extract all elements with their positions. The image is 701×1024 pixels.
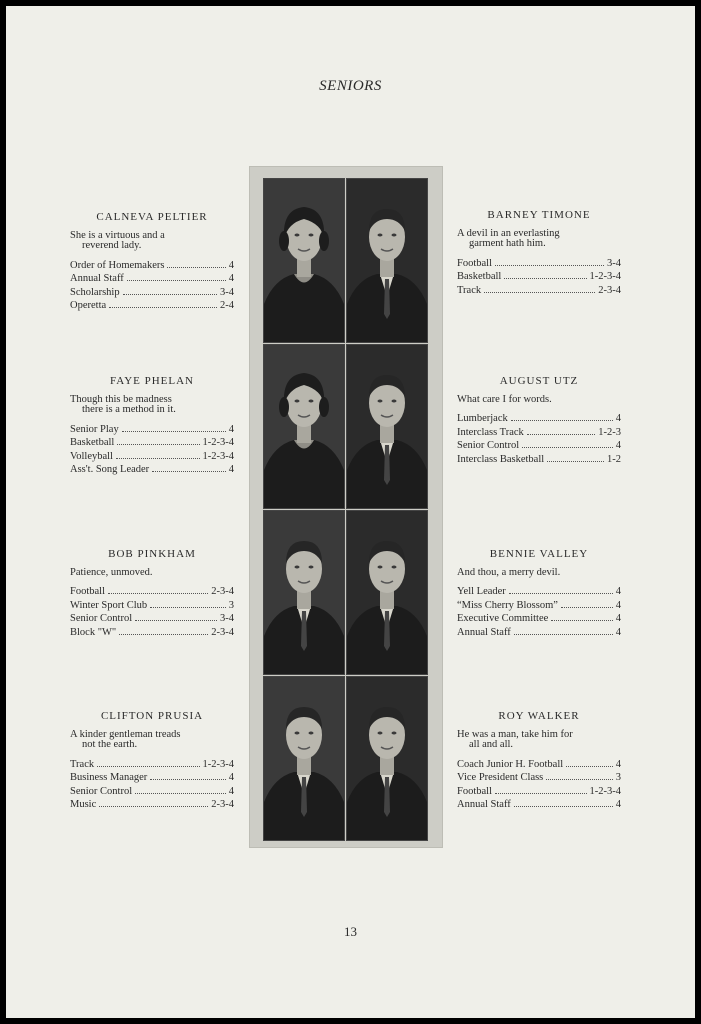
activity-label: Interclass Track xyxy=(457,426,524,438)
dot-leader xyxy=(547,452,604,462)
activity-label: Annual Staff xyxy=(457,799,511,810)
activity-row xyxy=(457,425,621,439)
senior-quote xyxy=(70,730,234,751)
activity-years: 4 xyxy=(228,423,234,435)
activity-years: 4 xyxy=(615,586,621,597)
senior-quote xyxy=(70,231,234,252)
activity-label: Ass't. Song Leader xyxy=(70,464,150,475)
activity-label: Business Manager xyxy=(70,772,148,783)
quote-line: Patience, unmoved. xyxy=(70,566,153,578)
dot-leader xyxy=(122,422,226,432)
senior-quote xyxy=(70,568,234,579)
senior-bio xyxy=(457,376,621,465)
activity-years: 1-2-3-4 xyxy=(589,785,621,797)
activity-years: 1-2-3-4 xyxy=(202,758,234,770)
activity-label: Order of Homemakers xyxy=(70,259,165,271)
dot-leader xyxy=(150,770,225,780)
activity-row xyxy=(70,298,234,312)
senior-bio xyxy=(70,711,234,811)
activity-years: 4 xyxy=(228,785,234,797)
activity-years: 4 xyxy=(615,626,621,638)
senior-quote xyxy=(70,395,234,416)
activity-row xyxy=(70,258,234,272)
activity-years: 2-4 xyxy=(220,300,234,311)
dot-leader xyxy=(495,256,604,266)
dot-leader xyxy=(561,598,613,608)
senior-bio xyxy=(70,212,234,312)
quote-line: A kinder gentleman treads xyxy=(70,728,181,740)
dot-leader xyxy=(514,797,613,807)
activity-row xyxy=(70,584,234,598)
activity-years: 3-4 xyxy=(220,286,234,298)
activity-years: 3-4 xyxy=(220,613,234,624)
activity-row xyxy=(70,611,234,625)
activity-years: 3 xyxy=(615,772,621,783)
quote-line: A devil in an everlasting xyxy=(457,227,560,239)
activity-years: 1-2-3-4 xyxy=(202,437,234,448)
page-number: 13 xyxy=(344,924,357,939)
activity-label: Yell Leader xyxy=(457,586,506,597)
activity-label: Basketball xyxy=(457,271,502,282)
activity-row xyxy=(457,452,621,466)
activity-label: Annual Staff xyxy=(457,626,511,638)
activity-row xyxy=(70,462,234,476)
dot-leader xyxy=(495,784,586,794)
dot-leader xyxy=(152,462,226,472)
senior-bio xyxy=(70,549,234,638)
activity-label: Senior Control xyxy=(70,613,133,624)
activity-row xyxy=(457,283,621,297)
dot-leader xyxy=(522,438,613,448)
activity-years: 1-2-3-4 xyxy=(202,450,234,462)
activity-row xyxy=(457,438,621,452)
quote-line: Though this be madness xyxy=(70,393,172,405)
activity-row xyxy=(457,411,621,425)
senior-bio xyxy=(70,376,234,476)
quote-line: all and all. xyxy=(469,739,514,750)
senior-quote xyxy=(457,568,621,579)
portrait-photo-faye-phelan xyxy=(263,344,345,509)
page-title: SENIORS xyxy=(319,78,382,94)
activity-label: Football xyxy=(70,586,106,597)
dot-leader xyxy=(551,611,612,621)
activity-years: 4 xyxy=(228,259,234,271)
senior-name: CALNEVA PELTIER xyxy=(96,211,208,223)
dot-leader xyxy=(119,625,208,635)
activity-row xyxy=(457,757,621,771)
yearbook-page xyxy=(6,6,695,1018)
activity-years: 4 xyxy=(615,613,621,624)
dot-leader xyxy=(135,611,217,621)
dot-leader xyxy=(117,435,199,445)
dot-leader xyxy=(135,784,226,794)
activity-row xyxy=(70,757,234,771)
activity-years: 2-3-4 xyxy=(211,586,234,597)
portrait-photo-roy-walker xyxy=(346,676,428,841)
activity-label: Football xyxy=(457,257,493,269)
portrait-photo-barney-timone xyxy=(346,178,428,343)
dot-leader xyxy=(127,271,226,281)
portrait-photo-bennie-valley xyxy=(346,510,428,675)
activity-label: Operetta xyxy=(70,300,107,311)
activity-row xyxy=(457,584,621,598)
activity-row xyxy=(70,422,234,436)
dot-leader xyxy=(150,598,226,608)
activity-label: Scholarship xyxy=(70,286,120,298)
dot-leader xyxy=(123,285,217,295)
activity-row xyxy=(70,784,234,798)
quote-line: He was a man, take him for xyxy=(457,728,573,740)
senior-quote xyxy=(457,229,621,250)
activity-years: 1-2 xyxy=(607,453,621,465)
senior-quote xyxy=(457,395,621,406)
activity-years: 4 xyxy=(228,464,234,475)
activity-row xyxy=(70,285,234,299)
activity-label: Block "W" xyxy=(70,626,117,638)
activity-label: Senior Control xyxy=(457,440,520,451)
activity-label: Music xyxy=(70,799,97,810)
activity-label: Football xyxy=(457,785,493,797)
dot-leader xyxy=(109,298,217,308)
activity-label: Interclass Basketball xyxy=(457,453,545,465)
activity-row xyxy=(457,797,621,811)
activity-row xyxy=(70,435,234,449)
dot-leader xyxy=(509,584,613,594)
activity-label: Track xyxy=(457,284,482,296)
activity-label: Annual Staff xyxy=(70,273,124,284)
activity-row xyxy=(457,784,621,798)
dot-leader xyxy=(511,411,613,421)
activity-label: Vice President Class xyxy=(457,772,544,783)
activity-years: 4 xyxy=(615,413,621,424)
activity-row xyxy=(457,611,621,625)
activity-row xyxy=(70,770,234,784)
activity-label: “Miss Cherry Blossom” xyxy=(457,599,558,611)
dot-leader xyxy=(504,269,586,279)
activity-row xyxy=(70,625,234,639)
senior-name: CLIFTON PRUSIA xyxy=(100,710,204,722)
senior-name: BARNEY TIMONE xyxy=(487,209,591,221)
activity-years: 2-3-4 xyxy=(598,284,621,296)
senior-quote xyxy=(457,730,621,751)
dot-leader xyxy=(167,258,225,268)
quote-line: She is a virtuous and a xyxy=(70,229,165,241)
activity-row xyxy=(70,797,234,811)
portrait-photo-bob-pinkham xyxy=(263,510,345,675)
activity-label: Volleyball xyxy=(70,450,113,462)
activity-row xyxy=(457,598,621,612)
dot-leader xyxy=(116,449,200,459)
dot-leader xyxy=(566,757,613,767)
activity-years: 4 xyxy=(615,799,621,810)
activity-row xyxy=(457,256,621,270)
senior-bio xyxy=(457,210,621,296)
activity-row xyxy=(457,770,621,784)
activity-years: 4 xyxy=(615,599,621,611)
portrait-photo-calneva-peltier xyxy=(263,178,345,343)
activity-row xyxy=(457,625,621,639)
dot-leader xyxy=(97,757,199,767)
activity-years: 4 xyxy=(228,772,234,783)
activity-label: Senior Control xyxy=(70,785,133,797)
dot-leader xyxy=(108,584,208,594)
activity-label: Executive Committee xyxy=(457,613,549,624)
dot-leader xyxy=(527,425,595,435)
activity-row xyxy=(70,449,234,463)
senior-bio xyxy=(457,549,621,638)
activity-years: 2-3-4 xyxy=(211,799,234,810)
senior-name: BENNIE VALLEY xyxy=(489,548,589,560)
activity-years: 1-2-3 xyxy=(598,426,621,438)
activity-years: 4 xyxy=(615,440,621,451)
portrait-photo-august-utz xyxy=(346,344,428,509)
senior-name: ROY WALKER xyxy=(498,710,580,722)
quote-line: What care I for words. xyxy=(457,393,552,405)
activity-years: 4 xyxy=(228,273,234,284)
activity-years: 3-4 xyxy=(607,257,621,269)
activity-row xyxy=(70,271,234,285)
activity-label: Lumberjack xyxy=(457,413,508,424)
activity-years: 4 xyxy=(615,758,621,770)
dot-leader xyxy=(546,770,612,780)
senior-bio xyxy=(457,711,621,811)
dot-leader xyxy=(514,625,613,635)
senior-name: AUGUST UTZ xyxy=(499,375,579,387)
activity-label: Basketball xyxy=(70,437,115,448)
activity-years: 2-3-4 xyxy=(211,626,234,638)
quote-line: there is a method in it. xyxy=(82,404,176,415)
senior-name: FAYE PHELAN xyxy=(109,375,195,387)
quote-line: not the earth. xyxy=(82,739,138,750)
activity-row xyxy=(457,269,621,283)
activity-label: Winter Sport Club xyxy=(70,599,148,611)
activity-row xyxy=(70,598,234,612)
quote-line: And thou, a merry devil. xyxy=(457,566,561,578)
activity-label: Track xyxy=(70,758,95,770)
activity-label: Coach Junior H. Football xyxy=(457,758,564,770)
senior-name: BOB PINKHAM xyxy=(108,548,196,560)
dot-leader xyxy=(484,283,595,293)
activity-label: Senior Play xyxy=(70,423,119,435)
portrait-photo-clifton-prusia xyxy=(263,676,345,841)
activity-years: 1-2-3-4 xyxy=(589,271,621,282)
dot-leader xyxy=(99,797,208,807)
activity-years: 3 xyxy=(228,599,234,611)
quote-line: garment hath him. xyxy=(469,238,546,249)
quote-line: reverend lady. xyxy=(82,240,142,251)
